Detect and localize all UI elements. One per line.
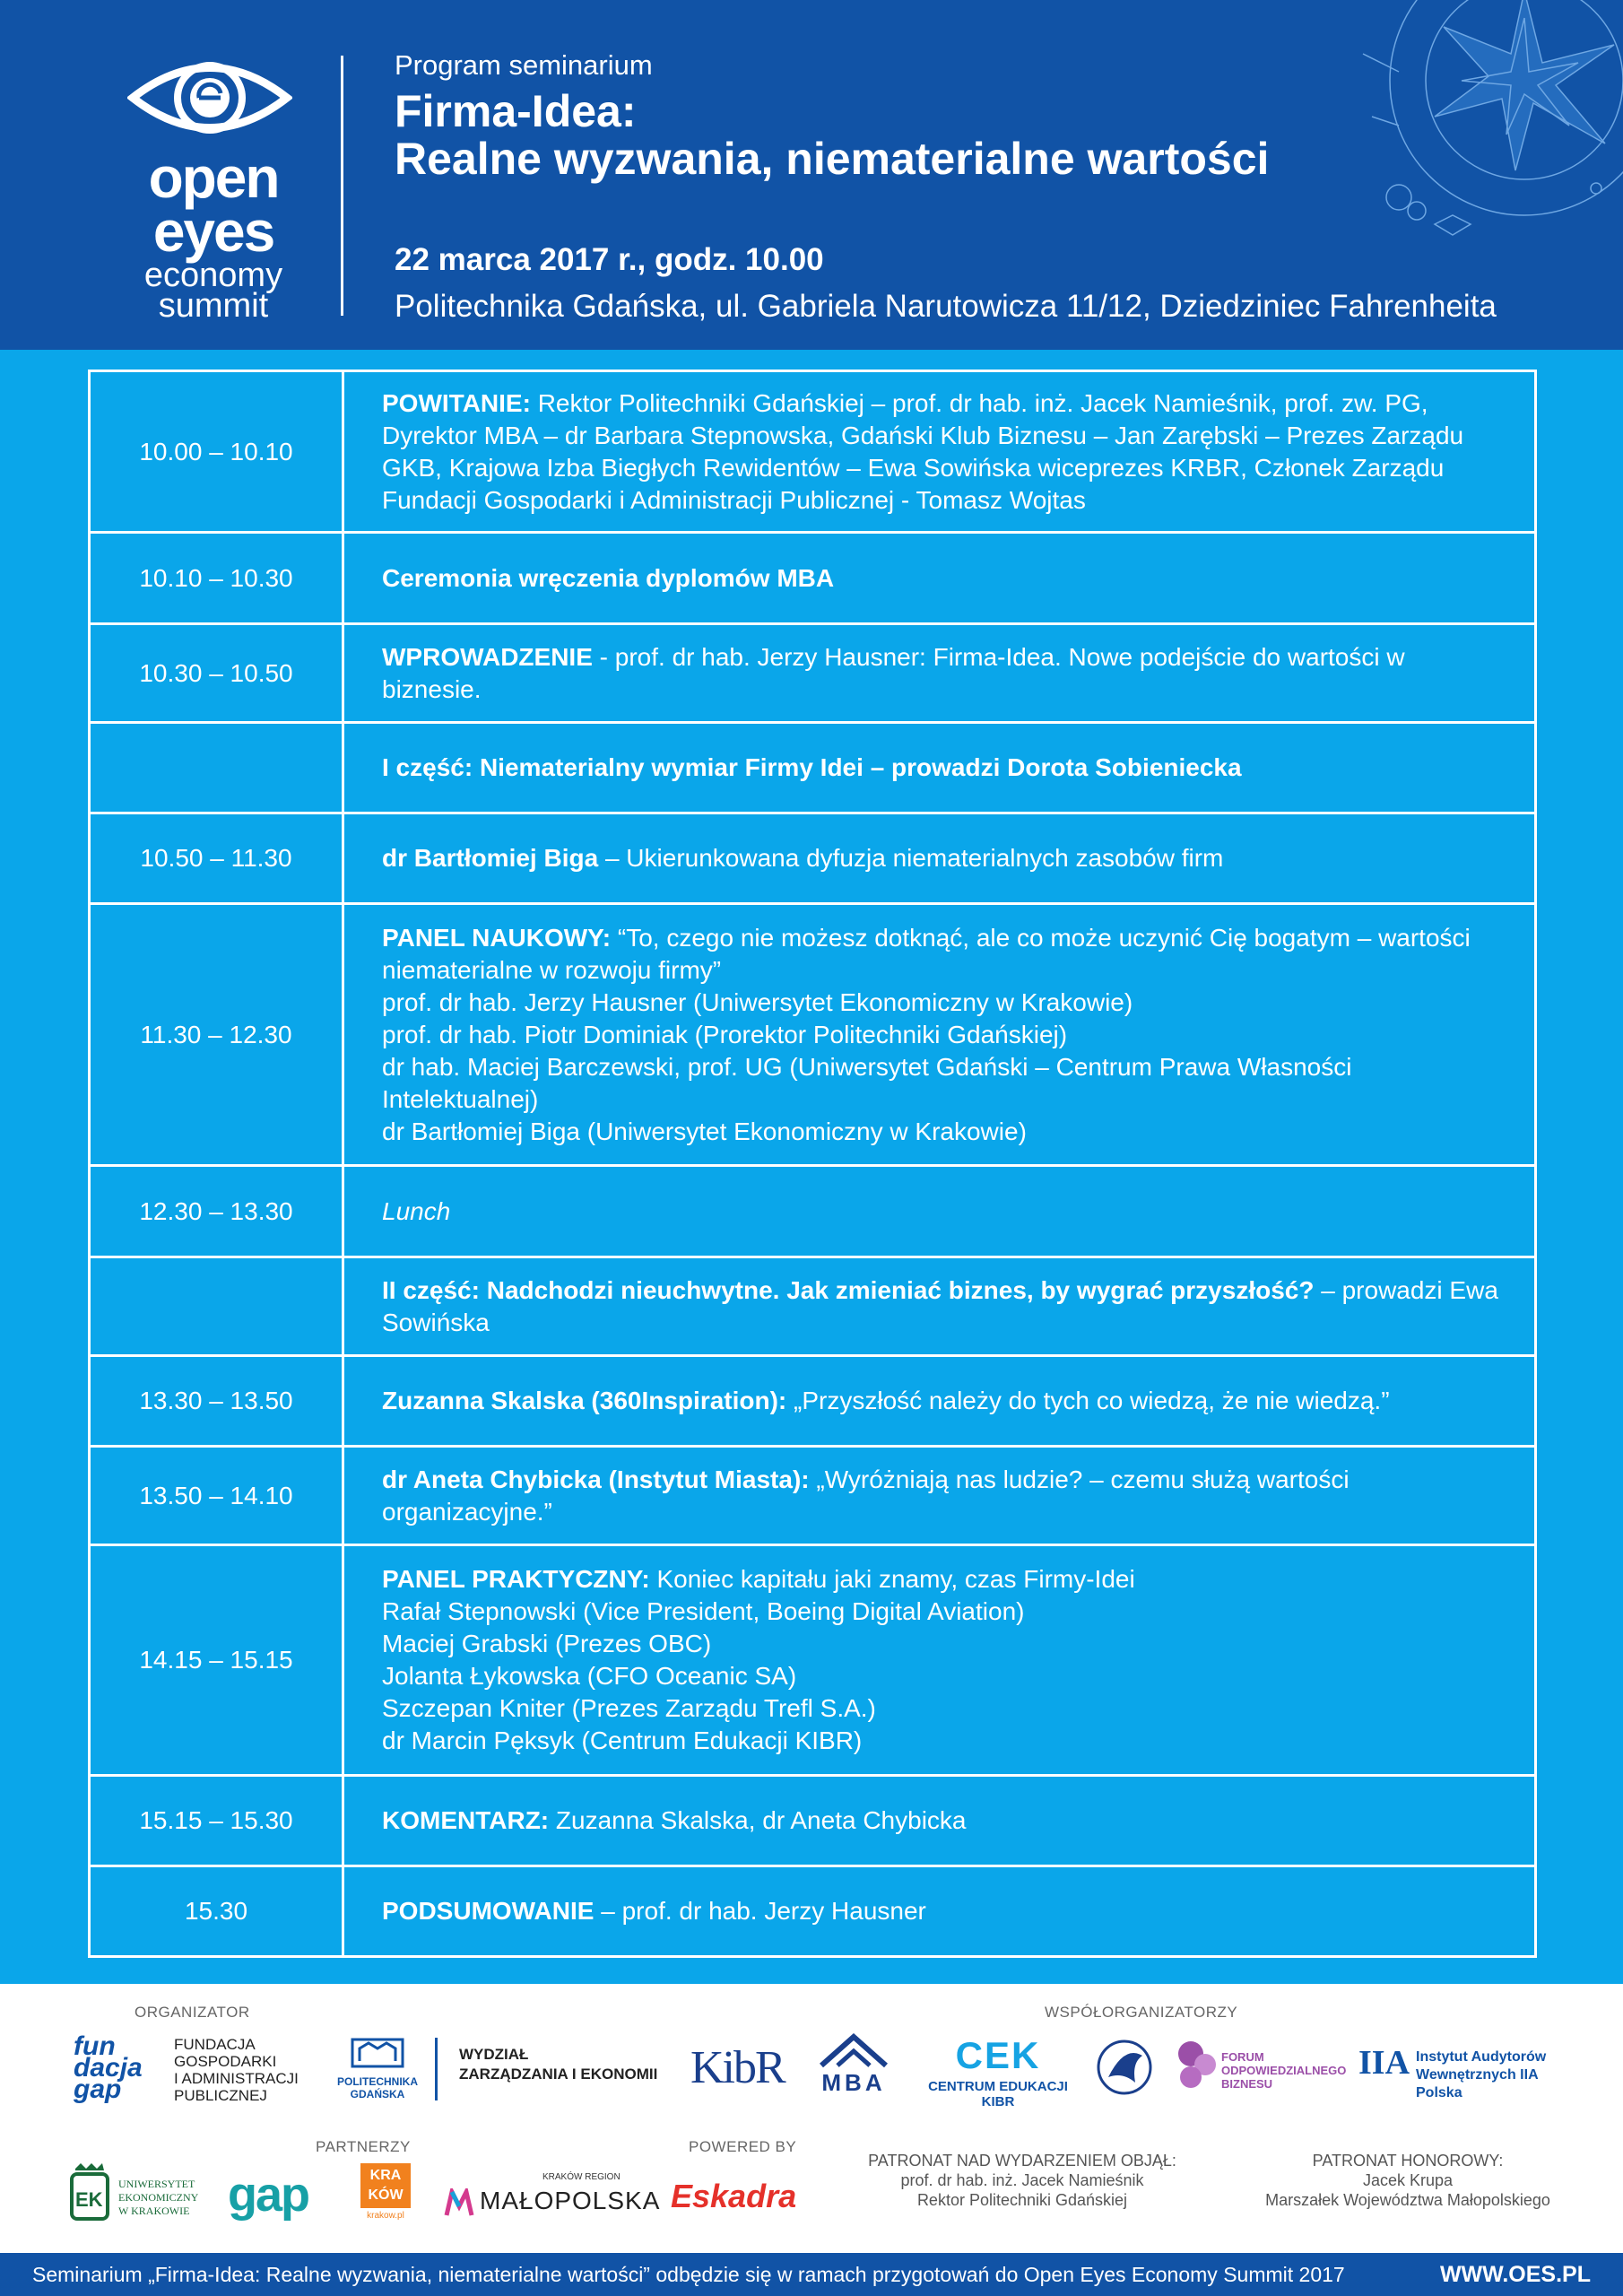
- malopolska-logo: [444, 2172, 661, 2226]
- panelist: dr Marcin Pęksyk (Centrum Edukacji KIBR): [382, 1726, 863, 1754]
- sponsors-section: [0, 1984, 1623, 2253]
- table-row: [90, 533, 1536, 624]
- eye-icon: [127, 50, 292, 145]
- panelist: prof. dr hab. Piotr Dominiak (Prorektor Politechniki Gdańskiej): [382, 1020, 1068, 1048]
- agenda-cell: [343, 904, 1536, 1166]
- seminar-title-line1: Firma-Idea:: [395, 86, 637, 136]
- pg-name2: GDAŃSKA: [350, 2088, 405, 2100]
- table-row: [90, 1257, 1536, 1356]
- agenda-lead: Ceremonia wręczenia dyplomów MBA: [382, 563, 835, 592]
- event-date: 22 marca 2017 r., godz. 10.00: [395, 242, 824, 277]
- fundacja-gap-logo: [74, 2031, 316, 2108]
- honorary-patronage-line1: Jacek Krupa: [1362, 2171, 1454, 2189]
- agenda-cell: [343, 371, 1536, 533]
- footer-website-link[interactable]: WWW.OES.PL: [1439, 2262, 1591, 2287]
- time-cell: 15.30: [90, 1866, 343, 1957]
- time-cell: 10.00 – 10.10: [90, 371, 343, 533]
- header-divider: [341, 56, 343, 316]
- agenda-lead: WPROWADZENIE: [382, 642, 593, 671]
- agenda-text: „Przyszłość należy do tych co wiedzą, że nie wiedzą.”: [786, 1387, 1390, 1414]
- fundacja-line1: FUNDACJA: [174, 2036, 256, 2053]
- agenda-cell: [343, 1447, 1536, 1545]
- agenda-text: Rektor Politechniki Gdańskiej – prof. dr hab. inż. Jacek Namieśnik, prof. zw. PG, Dyrektor MBA – dr Barbara Stepnowska, Gdański Klub Biznesu – Jan Zarębski – Prezes Zarządu GKB, Krajowa Izba Biegłych Rewidentów – Ewa Sowińska wiceprezes KRBR, Członek Zarządu Fundacji Gospodarki i Administracji Publicznej - Tomasz Wojtas: [382, 388, 1464, 514]
- uek-line1: UNIWERSYTET: [118, 2178, 195, 2190]
- time-cell: [90, 1257, 343, 1356]
- star-decoration-icon: [1345, 0, 1623, 278]
- agenda-lead: POWITANIE:: [382, 388, 531, 417]
- krakow-mark1: KRA: [369, 2168, 402, 2183]
- panelist: Szczepan Kniter (Prezes Zarządu Trefl S.A.): [382, 1694, 876, 1722]
- uek-line2: EKONOMICZNY: [118, 2191, 199, 2204]
- agenda-cell: [343, 1257, 1536, 1356]
- cek-name: CENTRUM EDUKACJI KIBR: [928, 2079, 1068, 2109]
- agenda-lead: PANEL NAUKOWY:: [382, 923, 612, 952]
- fob-logo: [1175, 2038, 1347, 2100]
- agenda-lead: dr Bartłomiej Biga: [382, 844, 599, 872]
- fundacja-line2: GOSPODARKI: [174, 2053, 277, 2070]
- krakow-mark2: KÓW: [368, 2187, 404, 2203]
- seminar-title-line2: Realne wyzwania, niematerialne wartości: [395, 134, 1270, 184]
- agenda-text: Koniec kapitału jaki znamy, czas Firmy-Idei: [649, 1565, 1135, 1593]
- agenda-lead: I część: Niematerialny wymiar Firmy Idei – prowadzi Dorota Sobieniecka: [382, 753, 1242, 781]
- table-row: [90, 1776, 1536, 1866]
- time-cell: 13.50 – 14.10: [90, 1447, 343, 1545]
- iia-logo: [1358, 2043, 1578, 2100]
- fob-line1: FORUM: [1221, 2050, 1264, 2064]
- agenda-lead: KOMENTARZ:: [382, 1806, 550, 1834]
- time-cell: 10.10 – 10.30: [90, 533, 343, 624]
- pg-name1: POLITECHNIKA: [337, 2075, 418, 2088]
- table-row: [90, 904, 1536, 1166]
- schedule-table: [88, 370, 1537, 1958]
- time-cell: 13.30 – 13.50: [90, 1356, 343, 1447]
- agenda-lead: dr Aneta Chybicka (Instytut Miasta):: [382, 1465, 810, 1493]
- panelist: prof. dr hab. Jerzy Hausner (Uniwersytet Ekonomiczny w Krakowie): [382, 987, 1133, 1016]
- gap-logo: gap: [228, 2168, 309, 2222]
- footer-text: Seminarium „Firma-Idea: Realne wyzwania, niematerialne wartości” odbędzie się w ramach przygotowań do Open Eyes Economy Summit 2017: [32, 2263, 1345, 2286]
- partners-label: PARTNERZY: [316, 2138, 411, 2155]
- time-cell: [90, 723, 343, 813]
- powered-label: POWERED BY: [689, 2138, 797, 2155]
- table-row: [90, 813, 1536, 904]
- uek-mark: EK: [75, 2188, 103, 2211]
- honorary-patronage-line2: Marszałek Województwa Małopolskiego: [1265, 2191, 1550, 2209]
- pg-crest-icon: [336, 2036, 419, 2072]
- agenda-lead: PODSUMOWANIE: [382, 1897, 595, 1925]
- agenda-cell: [343, 533, 1536, 624]
- agenda-text: Zuzanna Skalska, dr Aneta Chybicka: [549, 1806, 967, 1834]
- iia-mark: IIA: [1358, 2044, 1410, 2082]
- agenda-text: – prowadzi Ewa Sowińska: [382, 1275, 1498, 1336]
- time-cell: 15.15 – 15.30: [90, 1776, 343, 1866]
- fob-circles-icon: [1175, 2038, 1218, 2092]
- politechnika-gdanska-logo: [336, 2036, 659, 2108]
- program-section: [0, 350, 1623, 1984]
- time-cell: 14.15 – 15.15: [90, 1545, 343, 1776]
- agenda-cell: [343, 1866, 1536, 1957]
- club-seal-icon: [1096, 2036, 1153, 2099]
- table-row: [90, 1545, 1536, 1776]
- fob-line3: BIZNESU: [1221, 2077, 1273, 2091]
- eskadra-logo: Eskadra: [671, 2178, 797, 2214]
- uek-logo: [68, 2161, 221, 2230]
- agenda-lead: II część: Nadchodzi nieuchwytne. Jak zmieniać biznes, by wygrać przyszłość?: [382, 1275, 1315, 1304]
- iia-line1: Instytut Audytorów: [1416, 2049, 1547, 2065]
- fundacja-line3: I ADMINISTRACJI: [174, 2070, 299, 2087]
- table-row: [90, 1356, 1536, 1447]
- time-cell: 10.30 – 10.50: [90, 624, 343, 723]
- coorganizers-label: WSPÓŁORGANIZATORZY: [1045, 2004, 1238, 2021]
- malopolska-name: MAŁOPOLSKA: [480, 2187, 661, 2214]
- mba-mountain-icon: [818, 2033, 890, 2069]
- header: [0, 0, 1623, 350]
- panelist: Rafał Stepnowski (Vice President, Boeing Digital Aviation): [382, 1597, 1025, 1625]
- patronage: [834, 2151, 1211, 2210]
- agenda-cell: [343, 1776, 1536, 1866]
- panelist: dr hab. Maciej Barczewski, prof. UG (Uniwersytet Gdański – Centrum Prawa Własności Intelektualnej): [382, 1052, 1352, 1113]
- event-place: Politechnika Gdańska, ul. Gabriela Narutowicza 11/12, Dziedziniec Fahrenheita: [395, 289, 1497, 324]
- table-row: [90, 723, 1536, 813]
- honorary-patronage: [1237, 2151, 1578, 2210]
- agenda-lead: PANEL PRAKTYCZNY:: [382, 1565, 650, 1593]
- malopolska-m-icon: [444, 2188, 474, 2219]
- agenda-text: “To, czego nie możesz dotknąć, ale co może uczynić Cię bogatym – wartości niematerialne w rozwoju firmy”: [382, 923, 1471, 984]
- panelist: dr Bartłomiej Biga (Uniwersytet Ekonomiczny w Krakowie): [382, 1117, 1027, 1145]
- cek-mark: CEK: [955, 2034, 1041, 2076]
- malopolska-region: KRAKÓW REGION: [542, 2172, 621, 2182]
- agenda-cell: [343, 624, 1536, 723]
- fob-line2: ODPOWIEDZIALNEGO: [1221, 2064, 1347, 2077]
- agenda-cell: [343, 1356, 1536, 1447]
- patronage-line2: Rektor Politechniki Gdańskiej: [916, 2191, 1128, 2209]
- fundacja-mark-2: dacja: [74, 2053, 143, 2083]
- agenda-cell: [343, 1545, 1536, 1776]
- table-row: [90, 624, 1536, 723]
- fundacja-mark-1: fun: [74, 2031, 116, 2061]
- patronage-line1: prof. dr hab. inż. Jacek Namieśnik: [900, 2171, 1144, 2189]
- cek-logo: [922, 2034, 1074, 2109]
- agenda-lead: Zuzanna Skalska (360Inspiration):: [382, 1387, 787, 1414]
- logo-text-open: open: [148, 145, 279, 210]
- agenda-cell: [343, 1166, 1536, 1257]
- pg-dept2: ZARZĄDZANIA I EKONOMII: [459, 2066, 658, 2083]
- patronage-title: PATRONAT NAD WYDARZENIEM OBJĄŁ:: [868, 2152, 1176, 2170]
- iia-line2: Wewnętrznych IIA Polska: [1416, 2067, 1539, 2100]
- table-row: [90, 1166, 1536, 1257]
- table-row: [90, 1866, 1536, 1957]
- agenda-lunch: Lunch: [382, 1196, 451, 1225]
- logo-text-economy: economy: [143, 257, 283, 294]
- agenda-text: – Ukierunkowana dyfuzja niematerialnych zasobów firm: [598, 844, 1224, 872]
- footer: [0, 2253, 1623, 2296]
- program-subtitle: Program seminarium: [395, 49, 653, 81]
- agenda-cell: [343, 723, 1536, 813]
- fundacja-mark-3: gap: [74, 2074, 122, 2104]
- honorary-patronage-title: PATRONAT HONOROWY:: [1312, 2152, 1504, 2170]
- agenda-cell: [343, 813, 1536, 904]
- logo-text-eyes: eyes: [152, 199, 274, 264]
- mba-logo: [818, 2033, 890, 2105]
- logo-text-summit: summit: [158, 287, 269, 325]
- agenda-text: „Wyróżniają nas ludzie? – czemu służą wartości organizacyjne.”: [382, 1465, 1350, 1526]
- time-cell: 12.30 – 13.30: [90, 1166, 343, 1257]
- table-row: [90, 371, 1536, 533]
- agenda-text: – prof. dr hab. Jerzy Hausner: [594, 1897, 926, 1925]
- uek-line3: W KRAKOWIE: [118, 2205, 190, 2217]
- mba-text: MBA: [821, 2069, 886, 2096]
- pg-divider: [435, 2038, 438, 2100]
- fundacja-line4: PUBLICZNEJ: [174, 2087, 267, 2104]
- krakow-logo: [360, 2163, 420, 2231]
- kibr-logo: KibR: [690, 2042, 785, 2093]
- pg-dept1: WYDZIAŁ: [459, 2046, 529, 2063]
- time-cell: 10.50 – 11.30: [90, 813, 343, 904]
- panelist: Maciej Grabski (Prezes OBC): [382, 1630, 712, 1657]
- krakow-url: krakow.pl: [367, 2211, 404, 2221]
- time-cell: 11.30 – 12.30: [90, 904, 343, 1166]
- table-row: [90, 1447, 1536, 1545]
- organizer-label: ORGANIZATOR: [135, 2004, 250, 2021]
- panelist: Jolanta Łykowska (CFO Oceanic SA): [382, 1662, 797, 1690]
- oees-logo: [124, 50, 303, 325]
- agenda-text: - prof. dr hab. Jerzy Hausner: Firma-Idea. Nowe podejście do wartości w biznesie.: [382, 642, 1405, 703]
